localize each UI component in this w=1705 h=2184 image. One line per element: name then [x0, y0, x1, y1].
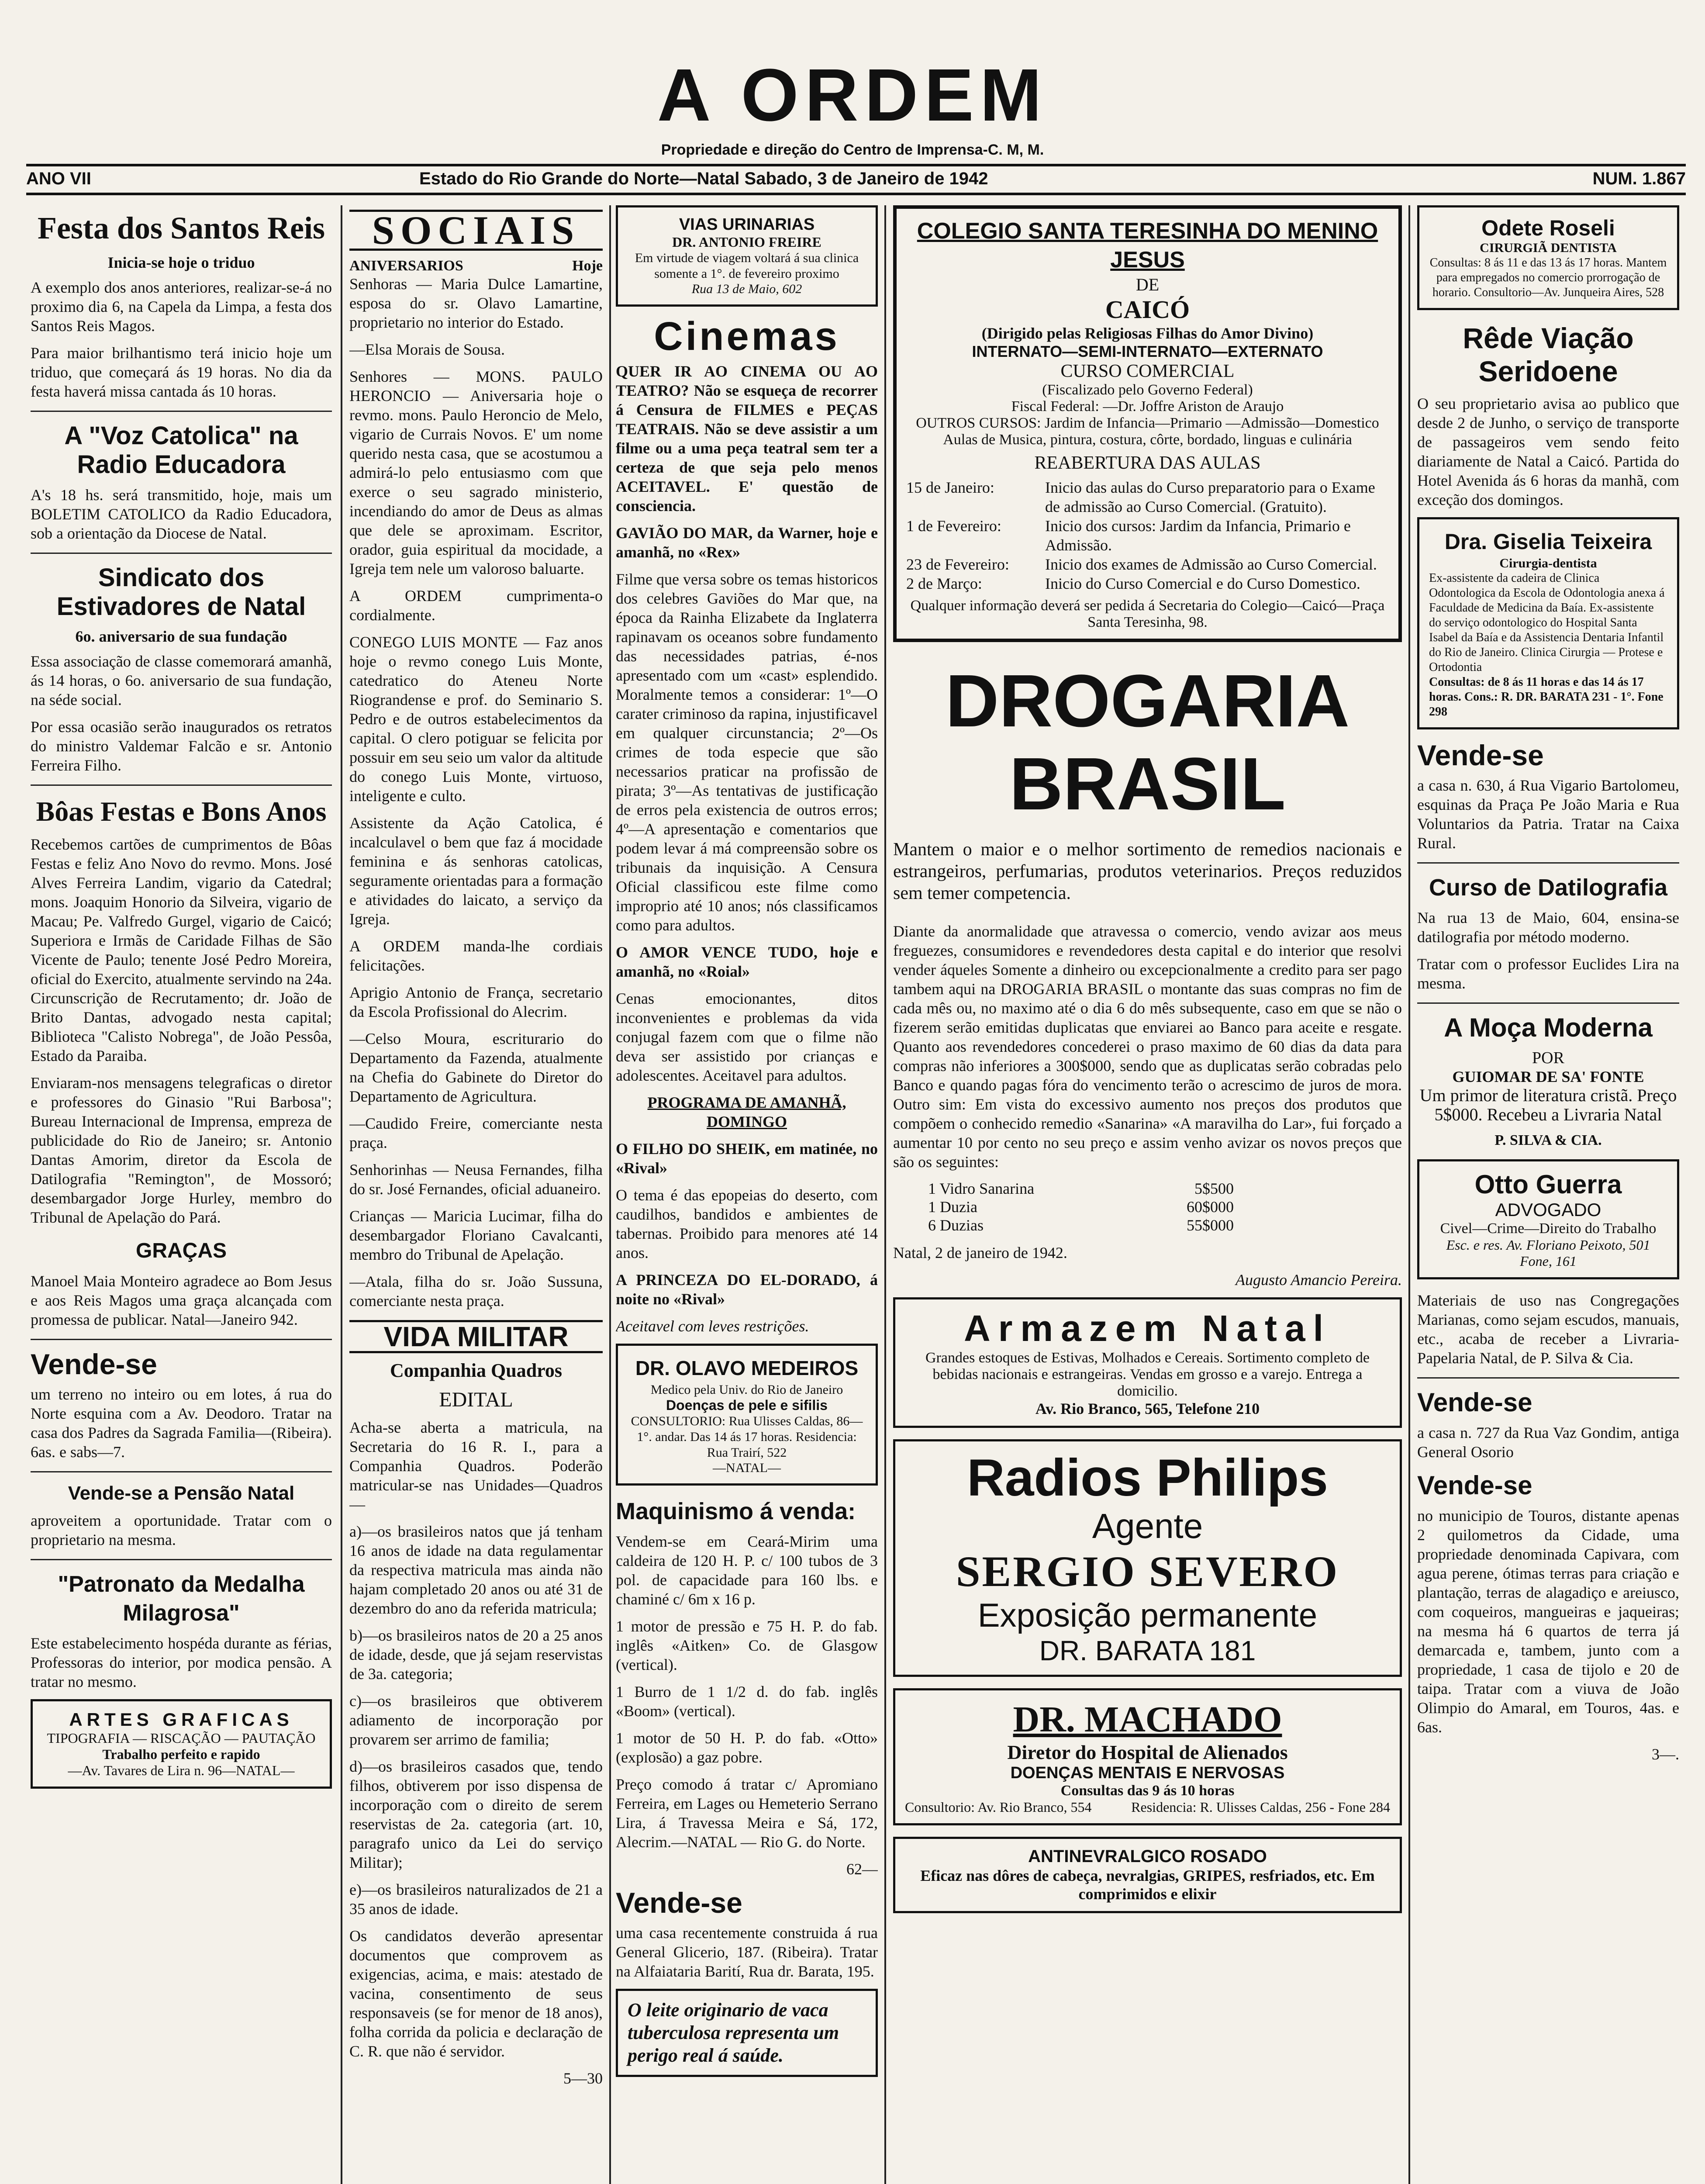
sindicato-paragraph: Essa associação de classe comemorará amanhã, ás 14 horas, o 6o. aniversario de sua fundação, na séde social.: [31, 653, 332, 708]
sociais-paragraph: Senhoras — Maria Dulce Lamartine, esposa do sr. Olavo Lamartine, proprietario no interior do Estado.: [349, 275, 603, 331]
machado-line: DOENÇAS MENTAIS E NERVOSAS: [1010, 1764, 1285, 1782]
armazem-text: Grandes estoques de Estivas, Molhados e Cereais. Sortimento completo de bebidas nacionais e estrangeiras. Vendas em grosso e a varejo. Entrega a domicilio.: [925, 1350, 1370, 1399]
schedule-text: Inicio das aulas do Curso preparatorio para o Exame de admissão ao Curso Comercial. (Gratuito).: [1045, 479, 1375, 515]
divider: [31, 411, 332, 412]
otto-guerra-ad: [1417, 1159, 1679, 1279]
column-5: [1417, 205, 1679, 2184]
armazem-natal-ad: [893, 1297, 1402, 1428]
place-date: Estado do Rio Grande do Norte—Natal Sabado, 3 de Janeiro de 1942: [419, 169, 988, 188]
radios-expo: Exposição permanente: [977, 1597, 1318, 1634]
sociais-paragraph: CONEGO LUIS MONTE — Faz anos hoje o revmo conego Luis Monte, catedratico do Ateneu Norte Riograndense e prof. do Seminario S. Pedro e de outros estabelecimentos da capital. O clero potiguar se felicita por possuir em seu seio um valor da altitude do conego Luis Monte, virtuoso, inteligente e culto.: [349, 633, 603, 805]
olavo-line: Medico pela Univ. do Rio de Janeiro: [650, 1382, 843, 1397]
sociais-paragraph: Senhorinhas — Neusa Fernandes, filha do sr. José Fernandes, oficial aduaneiro.: [349, 1161, 603, 1198]
pensao-paragraph: aproveitem a oportunidade. Tratar com o proprietario na mesma.: [31, 1512, 332, 1548]
colegio-schedule: [906, 478, 1389, 593]
vias-address: Rua 13 de Maio, 602: [691, 282, 802, 296]
vende-se-headline: Vende-se: [1417, 1471, 1532, 1500]
colegio-line: Qualquer informação deverá ser pedida á Secretaria do Colegio—Caicó—Praça Santa Teresinha, 98.: [910, 598, 1385, 630]
festa-paragraph: Para maior brilhantismo terá inicio hoje um triduo, que começará ás 19 horas. No dia da festa haverá missa cantada ás 10 horas.: [31, 344, 332, 400]
otto-text: Civel—Crime—Direito do Trabalho: [1440, 1220, 1657, 1237]
column-3: [616, 205, 878, 2184]
vida-militar-paragraph: Acha-se aberta a matricula, na Secretaria do 16 R. I., para a Companhia Quadros. Poderão matricular-se nas Unidades—Quadros —: [349, 1419, 603, 1513]
vida-militar-paragraph: Os candidatos deverão apresentar documentos que comprovem as exigencias, acima, e mais: atestado de vacina, consentimento de seus responsaveis (se for menor de 18 anos), folha corrida da policia e declaração de C. R. que não é servidor.: [349, 1927, 603, 2060]
festa-headline: Festa dos Santos Reis: [37, 211, 325, 245]
column-rule: [884, 205, 886, 2184]
radios-philips-ad: [893, 1439, 1402, 1677]
anti-title: ANTINEVRALGICO ROSADO: [1028, 1847, 1267, 1866]
rede-paragraph: O seu proprietario avisa ao publico que desde 2 de Junho, o serviço de transporte de passageiros vem sendo feito diariamente de Natal a Caicó. Partida do Hotel Avenida ás 6 horas da manhã, com exceção dos domingos.: [1417, 395, 1679, 508]
price-row: [928, 1216, 1234, 1234]
vende-se-headline: Vende-se: [1417, 1388, 1532, 1417]
giselia-sub: Cirurgia-dentista: [1499, 556, 1597, 570]
column-rule: [1408, 205, 1410, 2184]
sindicato-headline: Sindicato dos Estivadores de Natal: [56, 563, 306, 621]
moca-store: P. SILVA & CIA.: [1494, 1132, 1602, 1148]
machado-addresses: [905, 1799, 1390, 1815]
vende-se-paragraph: uma casa recentemente construida á rua General Glicerio, 187. (Ribeira). Tratar na Alfaiataria Barití, Rua dr. Barata, 195.: [616, 1924, 878, 1980]
colegio-de: DE: [1136, 275, 1160, 294]
cinemas-headline: Cinemas: [654, 314, 840, 359]
vida-militar-paragraph: e)—os brasileiros naturalizados de 21 a 35 anos de idade.: [349, 1881, 603, 1918]
vias-urinarias-ad: [616, 205, 878, 307]
newspaper-title: A ORDEM: [657, 54, 1048, 137]
column-rule: [609, 205, 611, 2184]
schedule-text: Inicio do Curso Comercial e do Curso Domestico.: [1045, 575, 1360, 592]
artes-line: —Av. Tavares de Lira n. 96—NATAL—: [68, 1762, 295, 1778]
schedule-text: Inicio dos exames de Admissão ao Curso Comercial.: [1045, 556, 1377, 573]
voz-paragraph: A's 18 hs. será transmitido, hoje, mais um BOLETIM CATOLICO da Radio Educadora, sob a orientação da Diocese de Natal.: [31, 486, 332, 542]
anti-text: Eficaz nas dôres de cabeça, nevralgias, GRIPES, resfriados, etc. Em comprimidos e elixir: [920, 1867, 1375, 1903]
radios-name: SERGIO SEVERO: [956, 1547, 1339, 1596]
colegio-line: INTERNATO—SEMI-INTERNATO—EXTERNATO: [972, 342, 1323, 360]
column-rule: [341, 205, 342, 2184]
vende-se-paragraph: no municipio de Touros, distante apenas 2 quilometros da Cidade, uma propriedade denominada Capivara, com agua perene, ótimas terras para criação e plantação, terras de alagadiço e areiusco, com coqueiros, mangueiras e jaqueiras; na mesma há 6 quartos de terra já demarcada e, tambem, junto com a propriedade, 1 casa de tijolo e 20 de taipa. Tratar com a viuva de João Olimpio do Amaral, em Touros, 4as. e 6as.: [1417, 1507, 1679, 1736]
artes-graficas-ad: [31, 1699, 332, 1789]
column-2: [349, 205, 603, 2184]
vende-se-paragraph: a casa n. 727 da Rua Vaz Gondim, antiga General Osorio: [1417, 1424, 1679, 1461]
olavo-title: DR. OLAVO MEDEIROS: [635, 1357, 859, 1379]
schedule-text: Inicio dos cursos: Jardim da Infancia, Primario e Admissão.: [1045, 517, 1351, 554]
vende-se-headline: Vende-se: [31, 1348, 157, 1380]
schedule-date: 1 de Fevereiro:: [906, 517, 1001, 535]
divider: [31, 1339, 332, 1340]
datilografia-headline: Curso de Datilografia: [1429, 874, 1668, 901]
column-1: [31, 205, 332, 2184]
vende-se-end: 3—.: [1652, 1745, 1679, 1763]
price-list: [928, 1179, 1234, 1234]
divider: [31, 784, 332, 786]
datilografia-paragraph: Na rua 13 de Maio, 604, ensina-se datilografia por método moderno.: [1417, 909, 1679, 946]
vende-se-paragraph: um terreno no inteiro ou em lotes, á rua do Norte esquina com a Av. Deodoro. Tratar na casa dos Padres da Sagrada Familia—(Ribeira). 6as. e sabs—7.: [31, 1386, 332, 1461]
sociais-paragraph: Senhores — MONS. PAULO HERONCIO — Aniversaria hoje o revmo. mons. Paulo Heroncio de Melo, vigario de Currais Novos. E' um nome querido nesta casa, que se acostumou a admirá-lo pelo entusiasmo com que exerce o seu sagrado ministerio, incendiando do amor de Deus as almas que dele se aproximam. Escritor, orador, guia espiritual da mocidade, a Igreja tem nele um valoroso baluarte.: [349, 368, 603, 577]
odete-text: Consultas: 8 ás 11 e das 13 ás 17 horas. Mantem para empregados no comercio prorrogação de horario. Consultorio—Av. Junqueira Aires, 528: [1429, 256, 1667, 299]
vende-se-paragraph: a casa n. 630, á Rua Vigario Bartolomeu, esquinas da Praça Pe João Maria e Rua Voluntarios da Patria. Tratar na Caixa Rural.: [1417, 777, 1679, 852]
giselia-text: Consultas: de 8 ás 11 horas e das 14 ás 17 horas. Cons.: R. DR. BARATA 231 - 1°. Fone 298: [1429, 675, 1664, 719]
festa-subhead: Inicia-se hoje o triduo: [107, 254, 255, 271]
divider: [31, 553, 332, 554]
price-item: 1 Vidro Sanarina: [928, 1180, 1035, 1197]
vida-militar-end: 5—30: [563, 2070, 603, 2087]
festa-paragraph: A exemplo dos anos anteriores, realizar-se-á no proximo dia 6, na Capela da Limpa, a festa dos Santos Reis Magos.: [31, 279, 332, 335]
aniversarios-label: ANIVERSARIOS: [349, 258, 463, 274]
schedule-row: [906, 478, 1389, 516]
cinemas-paragraph: Cenas emocionantes, ditos inconvenientes e problemas da vida conjugal fazem com que o filme não deva ser assistido por crianças e adolescentes. Aceitavel para adultos.: [616, 990, 878, 1084]
vida-militar-paragraph: d)—os brasileiros casados que, tendo filhos, obtiverem por isso dispensa de incorporação com o direito de serem reservistas de 2a. categoria (art. 10, paragrafo unico da Lei do serviço Militar);: [349, 1758, 603, 1871]
cinemas-paragraph: O FILHO DO SHEIK, em matinée, no «Rival»: [616, 1140, 878, 1177]
gracas-paragraph: Manoel Maia Monteiro agradece ao Bom Jesus e aos Reis Magos uma graça alcançada com promessa de publicar. Natal—Janeiro 942.: [31, 1272, 332, 1328]
vias-doctor: DR. ANTONIO FREIRE: [672, 234, 821, 250]
olavo-line: Doenças de pele e sifilis: [666, 1397, 828, 1413]
armazem-address: Av. Rio Branco, 565, Telefone 210: [1035, 1400, 1260, 1417]
radios-agente: Agente: [1092, 1507, 1203, 1545]
artes-line: Trabalho perfeito e rapido: [102, 1746, 260, 1762]
sociais-paragraph: Crianças — Maricia Lucimar, filha do desembargador Floriano Cavalcanti, membro do Tribunal de Apelação.: [349, 1207, 603, 1263]
otto-title: Otto Guerra: [1474, 1170, 1622, 1199]
vende-se-headline: Vende-se: [1417, 739, 1544, 771]
schedule-row: [906, 574, 1389, 593]
divider: [1417, 1002, 1679, 1004]
cinemas-paragraph: Filme que versa sobre os temas historicos dos celebres Gaviões do Mar que, na época da Rainha Elizabete da Inglaterra rapinavam os oceanos sobre fundamento das necessidades patrias, é-nos apresentado com um «cast» esplendido. Moralmente temos a considerar: 1º—O carater criminoso da rapina, injustificavel em qualquer circunstancia; 2º—Os crimes de toda especie que são necessarios praticar na profissão de pirata; 3º—As tentativas de justificação de erros pela existencia de outros erros; 4º—A apresentação e comentarios que podem levar á má compreensão sobre os tribunais da inquisição. A Censura Oficial classificou este filme como improprio até 10 anos; nós classificamos como para adultos.: [616, 570, 878, 934]
schedule-row: [906, 555, 1389, 574]
radios-title: Radios Philips: [967, 1448, 1328, 1507]
price-row: [928, 1179, 1234, 1198]
price-row: [928, 1198, 1234, 1216]
vida-militar-paragraph: c)—os brasileiros que obtiverem adiamento de incorporação por provarem ser arrimo de familia;: [349, 1692, 603, 1748]
radios-address: DR. BARATA 181: [1039, 1635, 1256, 1666]
moca-paragraph: Um primor de literatura cristã. Preço 5$000. Recebeu a Livraria Natal: [1419, 1085, 1677, 1124]
price-item: 1 Duzia: [928, 1198, 977, 1216]
boas-festas-paragraph: Recebemos cartões de cumprimentos de Bôas Festas e feliz Ano Novo do revmo. Mons. José Alves Ferreira Landim, vigario da Catedral; mons. Joaquim Honorio da Silveira, vigario de Macau; Pe. Valfredo Gurgel, vigario de Caicó; Superiora e Irmãs de Caridade Filhas de São Vicente de Paulo; tenente José Pedro Moreira, oficial do Exercito, atualmente servindo na 24a. Circunscrição de Recrutamento; dr. João de Brito Dantas, advogado nesta capital; Biblioteca "Calisto Nobrega", de João Pessôa, Estado da Paraiba.: [31, 836, 332, 1064]
vida-militar-paragraph: b)—os brasileiros natos de 20 a 25 anos de idade, desde, que já sejam reservistas de 3a. categoria;: [349, 1627, 603, 1683]
sociais-paragraph: Aprigio Antonio de França, secretario da Escola Profissional do Alecrim.: [349, 984, 603, 1020]
sociais-paragraph: —Elsa Morais de Sousa.: [349, 341, 505, 358]
gracas-headline: GRAÇAS: [135, 1239, 227, 1262]
price-value: 60$000: [1187, 1198, 1234, 1216]
patronato-paragraph: Este estabelecimento hospéda durante as férias, Professoras do interior, por modica pensão. A tratar no mesmo.: [31, 1635, 332, 1690]
drogaria-brasil-title: DROGARIA BRASIL: [945, 660, 1350, 826]
vida-militar-headline: VIDA MILITAR: [349, 1320, 603, 1353]
sociais-paragraph: A ORDEM cumprimenta-o cordialmente.: [349, 587, 603, 624]
year-label: ANO VII: [26, 169, 91, 188]
drogaria-paragraph: Mantem o maior e o melhor sortimento de remedios nacionais e estrangeiros, perfumarias, produtos veterinarios. Preços reduzidos sem temer competencia.: [893, 840, 1402, 903]
sociais-paragraph: Assistente da Ação Catolica, é incalculavel o bem que faz á mocidade feminina e ás senhoras catolicas, seguramente orientadas para a formação e atividades do laicato, a serviço da Igreja.: [349, 814, 603, 928]
moca-author: GUIOMAR DE SA' FONTE: [1452, 1068, 1644, 1085]
divider: [31, 1471, 332, 1472]
hoje-label: Hoje: [572, 258, 603, 274]
leite-notice: O leite originario de vaca tuberculosa representa um perigo real á saúde.: [616, 1989, 878, 2077]
olavo-line: —NATAL—: [713, 1461, 781, 1475]
newspaper-subtitle: Propriedade e direção do Centro de Imprensa-C. M, M.: [661, 142, 1044, 158]
boas-festas-paragraph: Enviaram-nos mensagens telegraficas o diretor e professores do Ginasio "Rui Barbosa"; Bureau Internacional de Imprensa, empreza de publicidade do Rio de Janeiro; sr. Antonio Dantas Amorim, diretor da Escola de Datilografia "Remington", de Mossoró; desembargador Jorge Hurley, membro do Tribunal de Apelação do Pará.: [31, 1074, 332, 1226]
materiais-paragraph: Materiais de uso nas Congregações Marianas, como sejam escudos, manuais, etc., acaba de receber a Livraria-Papelaria Natal, de P. Silva & Cia.: [1417, 1292, 1679, 1367]
antinevralgico-ad: [893, 1837, 1402, 1913]
olavo-line: CONSULTORIO: Rua Ulisses Caldas, 86—1°. andar. Das 14 ás 17 horas. Residencia: Rua Trairí, 522: [631, 1414, 863, 1460]
colegio-line: (Dirigido pelas Religiosas Filhas do Amor Divino): [981, 325, 1314, 342]
sindicato-paragraph: Por essa ocasião serão inaugurados os retratos do ministro Valdemar Falcão e sr. Antonio Ferreira Filho.: [31, 718, 332, 774]
machado-title: DR. MACHADO: [1013, 1699, 1282, 1740]
machado-consultorio: Consultorio: Av. Rio Branco, 554: [905, 1799, 1092, 1815]
odete-title: Odete Roseli: [1481, 216, 1615, 240]
colegio-title: COLEGIO SANTA TERESINHA DO MENINO JESUS: [917, 218, 1378, 273]
dr-machado-ad: [893, 1688, 1402, 1825]
moca-por: POR: [1532, 1049, 1564, 1067]
cinemas-paragraph: QUER IR AO CINEMA OU AO TEATRO? Não se esqueça de recorrer á Censura de FILMES e PEÇAS TEATRAIS. Não se deve assistir a um filme ou a uma peça teatral sem ter a certeza de que seja pelo menos ACEITAVEL. E' questão de consciencia.: [616, 363, 878, 515]
cinemas-paragraph: O AMOR VENCE TUDO, hoje e amanhã, no «Roial»: [616, 943, 878, 980]
cinemas-paragraph: GAVIÃO DO MAR, da Warner, hoje e amanhã, no «Rex»: [616, 524, 878, 561]
edital-label: EDITAL: [439, 1388, 513, 1411]
masthead: [0, 52, 1705, 159]
vende-se-headline: Vende-se: [616, 1887, 742, 1919]
sociais-paragraph: —Celso Moura, escriturario do Departamento da Fazenda, atualmente na Chefia do Gabinete do Diretor do Departamento de Agricultura.: [349, 1030, 603, 1105]
artes-title: ARTES GRAFICAS: [69, 1709, 293, 1730]
column-4: [893, 205, 1402, 2184]
sociais-paragraph: A ORDEM manda-lhe cordiais felicitações.: [349, 937, 603, 974]
divider: [31, 1559, 332, 1560]
aniversarios-row: [349, 258, 603, 274]
schedule-date: 2 de Março:: [906, 575, 982, 592]
sindicato-subhead: 6o. aniversario de sua fundação: [75, 628, 287, 645]
colegio-line: (Fiscalizado pelo Governo Federal): [1042, 382, 1253, 398]
maquinismo-end: 62—: [846, 1860, 878, 1878]
machado-residencia: Residencia: R. Ulisses Caldas, 256 - Fone 284: [1131, 1799, 1390, 1815]
divider: [1417, 862, 1679, 864]
sociais-paragraph: —Caudido Freire, comerciante nesta praça.: [349, 1115, 603, 1151]
giselia-text: Ex-assistente da cadeira de Clinica Odontologica da Escola de Odontologia anexa á Faculdade de Medicina da Baía. Ex-assistente do serviço odontologico do Hospital Santa Isabel da Baía e da Assistencia Dentaria Infantil do Rio de Janeiro. Clinica Cirurgia — Protese e Ortodontia: [1429, 571, 1665, 674]
armazem-title: Armazem Natal: [964, 1308, 1331, 1349]
datilografia-paragraph: Tratar com o professor Euclides Lira na mesma.: [1417, 955, 1679, 992]
olavo-medeiros-ad: [616, 1344, 878, 1486]
colegio-line: Aulas de Musica, pintura, costura, côrte, bordado, linguas e culinária: [943, 432, 1352, 448]
divider: [1417, 1377, 1679, 1379]
price-value: 55$000: [1187, 1216, 1234, 1234]
maquinismo-paragraph: Preço comodo á tratar c/ Apromiano Ferreira, em Lages ou Hemeterio Serrano Lira, á Travessa Meira e Sá, 172, Alecrim.—NATAL — Rio G. do Norte.: [616, 1776, 878, 1851]
pensao-headline: Vende-se a Pensão Natal: [68, 1482, 295, 1504]
colegio-line: CURSO COMERCIAL: [1060, 361, 1235, 381]
schedule-date: 15 de Janeiro:: [906, 479, 994, 496]
price-value: 5$500: [1194, 1180, 1234, 1197]
cinemas-paragraph: PROGRAMA DE AMANHÃ, DOMINGO: [647, 1094, 846, 1130]
issue-number: NUM. 1.867: [1592, 169, 1686, 188]
machado-line: Diretor do Hospital de Alienados: [1007, 1741, 1288, 1763]
price-item: 6 Duzias: [928, 1216, 984, 1234]
maquinismo-paragraph: 1 Burro de 1 1/2 d. do fab. inglês «Boom» (vertical).: [616, 1683, 878, 1720]
moca-moderna-headline: A Moça Moderna: [1444, 1013, 1653, 1042]
vias-text: Em virtude de viagem voltará á sua clinica somente a 1°. de fevereiro proximo: [635, 251, 859, 281]
otto-text: Esc. e res. Av. Floriano Peixoto, 501 Fone, 161: [1446, 1237, 1650, 1269]
sociais-paragraph: —Atala, filha do sr. João Sussuna, comerciante nesta praça.: [349, 1273, 603, 1310]
colegio-ad: [893, 205, 1402, 642]
colegio-line: REABERTURA DAS AULAS: [1034, 453, 1261, 473]
cinemas-paragraph: Aceitavel com leves restrições.: [616, 1317, 809, 1335]
drogaria-signature: Augusto Amancio Pereira.: [1236, 1271, 1402, 1289]
otto-sub: ADVOGADO: [1495, 1199, 1601, 1220]
giselia-title: Dra. Giselia Teixeira: [1444, 529, 1652, 554]
drogaria-paragraph: Diante da anormalidade que atravessa o comercio, vendo avizar aos meus freguezes, consumidores e revendedores desta capital e do interior que resolvi vender áqueles Somente a dinheiro ou excepcionalmente a credito para ser pago tambem aqui na DROGARIA BRASIL o montante das suas compras no fim de cada mês ou, no maximo até o dia 6 do mês subsequente, caso em que se não o fizerem serão emitidas duplicatas que enviarei ao Banco para aceite e resgate. Quanto aos revendedores concederei o praso maximo de 60 dias da data para compras não inferiores a 300$000, sendo que as duplicatas serão cobradas pelo Banco e quando pagas fóra do vencimento terão o acrescimo de juros de mora. Outro sim: Em vista do excessivo aumento nos preços dos produtos que compõem o conhecido remedio «Sanarina» «A maravilha do Lar», fui forçado a aumentar 10 por cento no seu preço e assim venho avizar os novos preços que são os seguintes:: [893, 923, 1402, 1171]
colegio-city: CAICÓ: [1105, 295, 1190, 324]
machado-line: Consultas das 9 ás 10 horas: [1060, 1783, 1235, 1799]
artes-line: TIPOGRAFIA — RISCAÇÃO — PAUTAÇÃO: [47, 1730, 316, 1746]
odete-roseli-ad: [1417, 205, 1679, 310]
vida-militar-subhead: Companhia Quadros: [390, 1360, 563, 1381]
voz-headline: A "Voz Catolica" na Radio Educadora: [64, 422, 298, 479]
boas-festas-headline: Bôas Festas e Bons Anos: [36, 796, 327, 827]
schedule-date: 23 de Fevereiro:: [906, 556, 1009, 573]
odete-sub: CIRURGIÃ DENTISTA: [1480, 241, 1617, 255]
dateline: [26, 164, 1686, 195]
maquinismo-paragraph: 1 motor de pressão e 75 H. P. do fab. inglês «Aitken» Co. de Glasgow (vertical).: [616, 1617, 878, 1673]
drogaria-date: Natal, 2 de janeiro de 1942.: [893, 1244, 1067, 1261]
colegio-line: Fiscal Federal: —Dr. Joffre Ariston de Araujo: [1011, 398, 1284, 415]
vida-militar-paragraph: a)—os brasileiros natos que já tenham 16 anos de idade na data regulamentar da respectiva matricula mas ainda não hajam completado 20 anos ou até 31 de dezembro do ano da referida matricula;: [349, 1523, 603, 1617]
schedule-row: [906, 516, 1389, 555]
cinemas-paragraph: A PRINCEZA DO EL-DORADO, á noite no «Rival»: [616, 1271, 878, 1308]
rede-viacao-headline: Rêde Viação Seridoene: [1463, 322, 1634, 387]
vias-title: VIAS URINARIAS: [679, 215, 815, 234]
cinemas-paragraph: O tema é das epopeias do deserto, com caudilhos, bandidos e ambientes de tabernas. Proibido para menores até 14 anos.: [616, 1186, 878, 1261]
maquinismo-paragraph: 1 motor de 50 H. P. do fab. «Otto» (explosão) a gaz pobre.: [616, 1729, 878, 1766]
patronato-headline: "Patronato da Medalha Milagrosa": [58, 1572, 305, 1626]
maquinismo-headline: Maquinismo á venda:: [616, 1498, 856, 1524]
maquinismo-paragraph: Vendem-se em Ceará-Mirim uma caldeira de 120 H. P. c/ 100 tubos de 3 pol. de capacidade para 160 lbs. e chaminé c/ 6m x 16 p.: [616, 1533, 878, 1608]
colegio-line: OUTROS CURSOS: Jardim de Infancia—Primario —Admissão—Domestico: [916, 415, 1379, 431]
giselia-ad: [1417, 517, 1679, 729]
sociais-headline: SOCIAIS: [349, 210, 603, 251]
